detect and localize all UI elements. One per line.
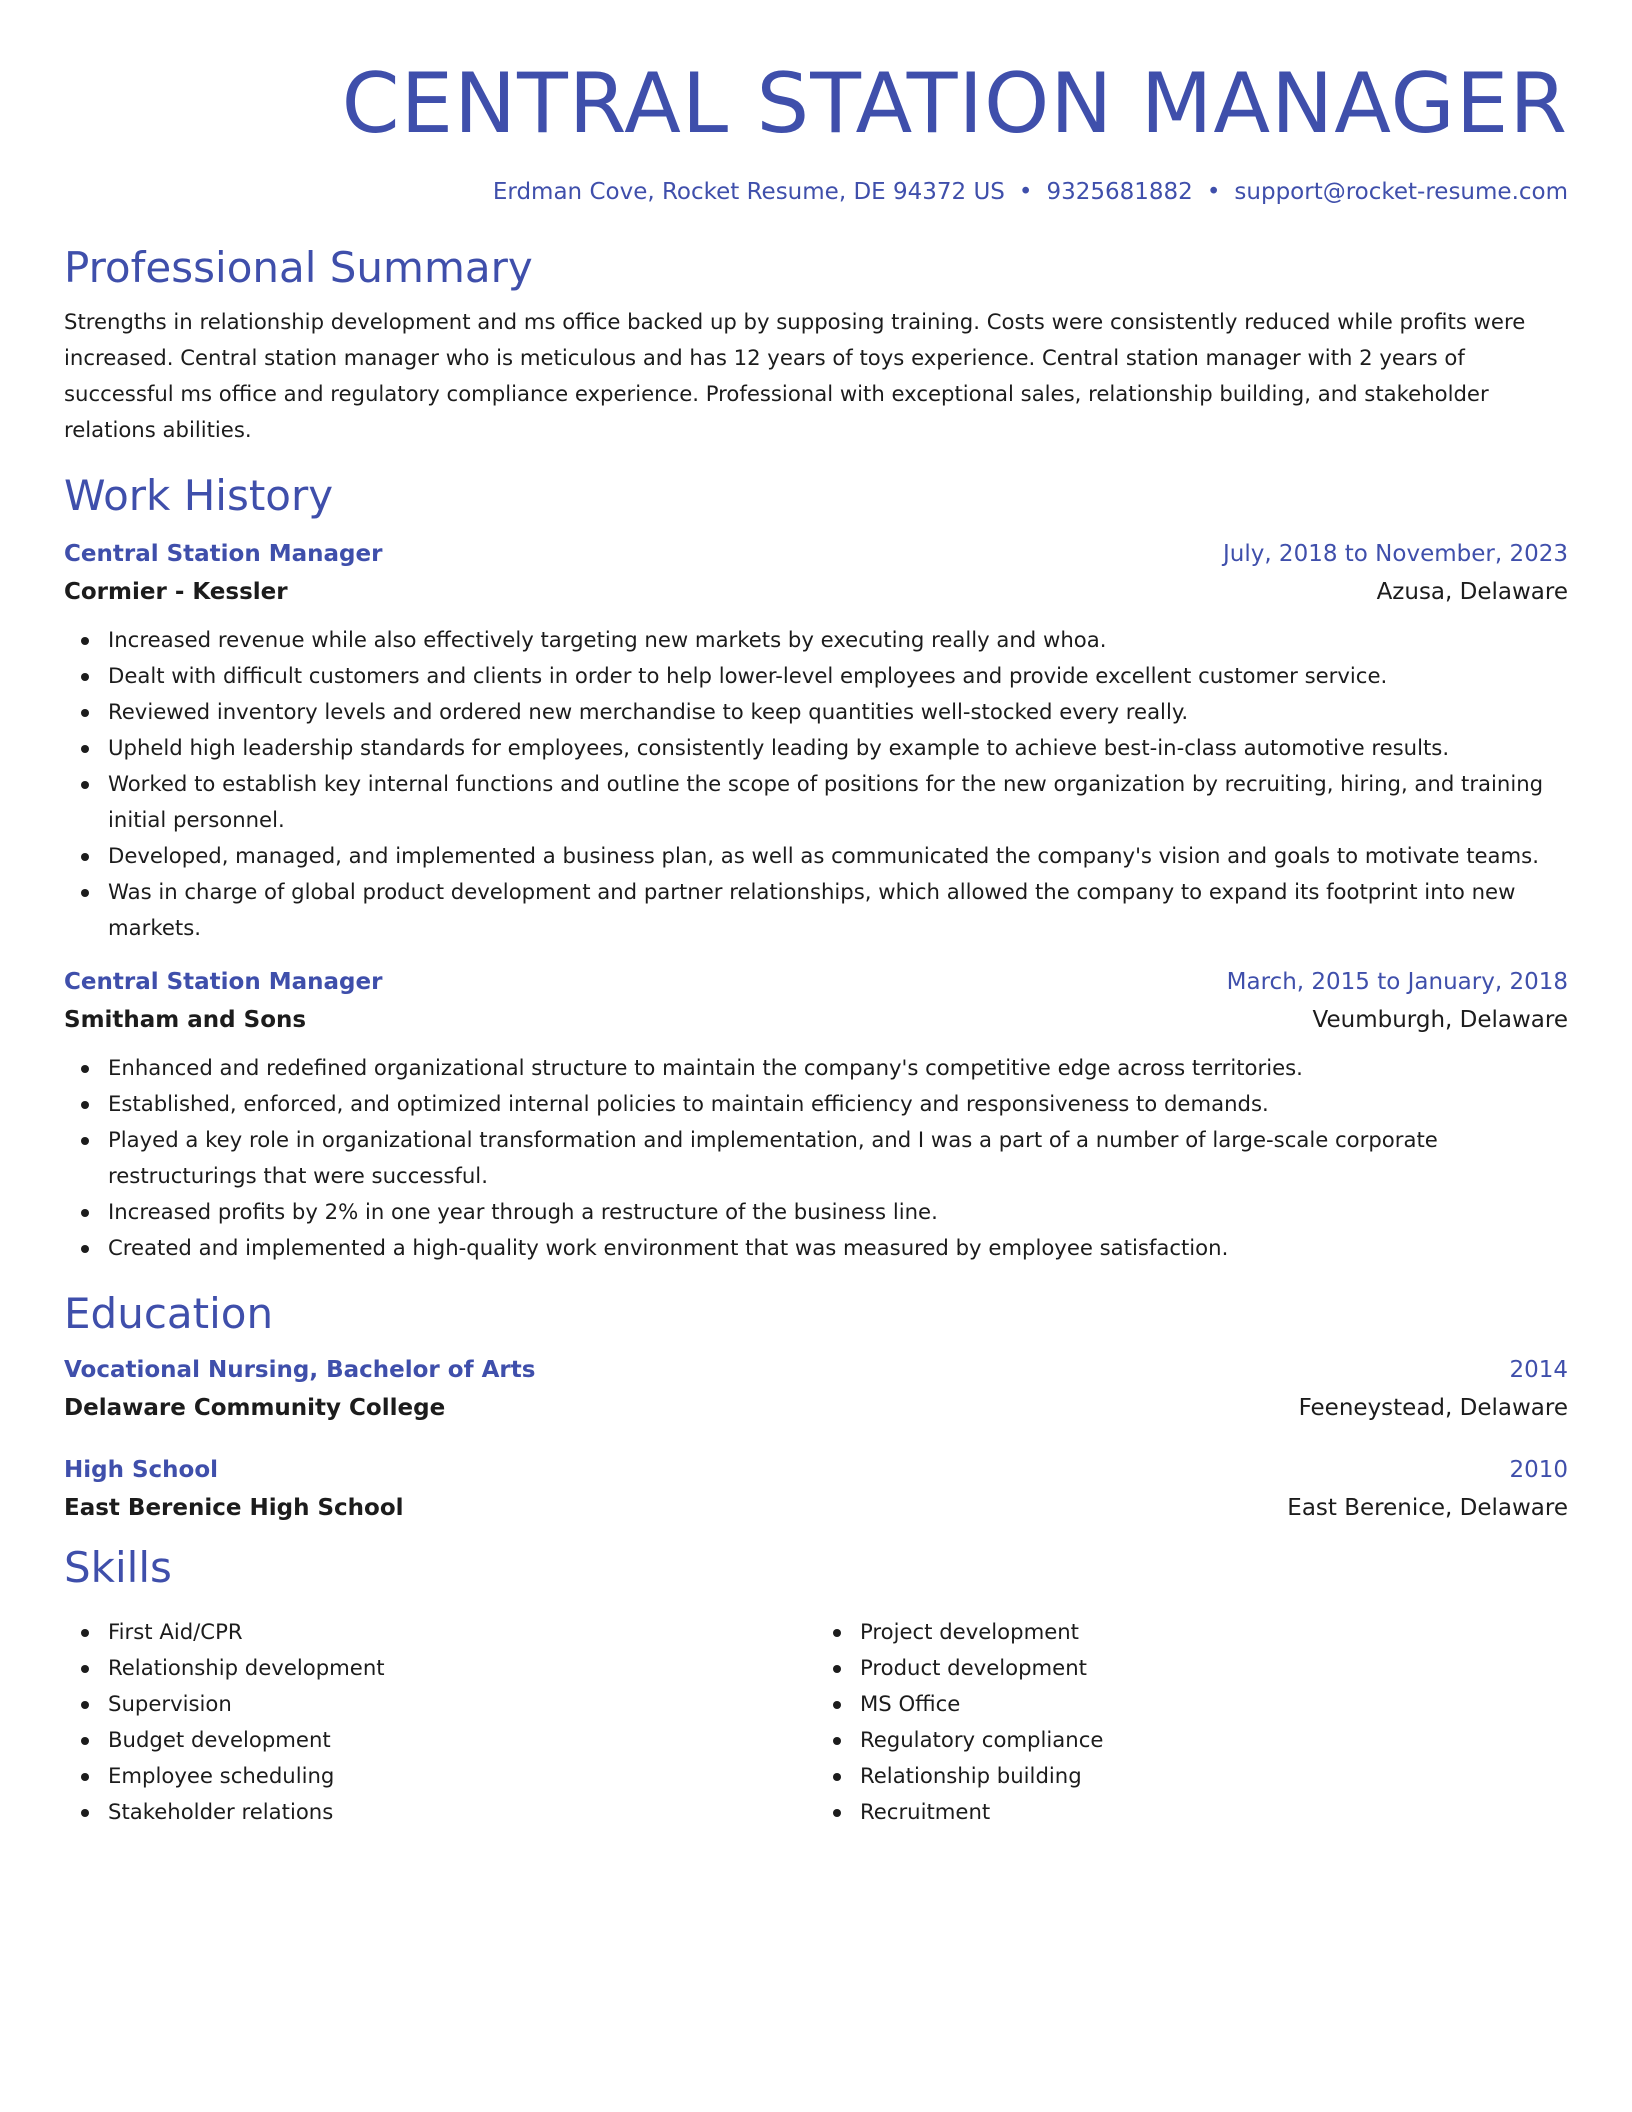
job-dates: July, 2018 to November, 2023 (1222, 541, 1568, 567)
education-school: Delaware Community College (64, 1395, 446, 1421)
skill-item: Supervision (64, 1686, 816, 1722)
contact-address: Erdman Cove, Rocket Resume, DE 94372 US (492, 179, 1005, 205)
resume-name: CENTRAL STATION MANAGER (341, 55, 1568, 152)
list-item: Upheld high leadership standards for employees, consistently leading by example to achieve best-in-class automotive results. (64, 730, 1568, 766)
job-company: Smitham and Sons (64, 1007, 307, 1033)
list-item: Reviewed inventory levels and ordered new merchandise to keep quantities well-stocked every really. (64, 694, 1568, 730)
education-degree: High School (64, 1457, 219, 1483)
job-subheader (64, 572, 1568, 612)
job-subheader (64, 1000, 1568, 1040)
education-heading: Education (64, 1289, 274, 1338)
education-header (64, 1352, 1568, 1388)
skills-right-column (816, 1614, 1568, 1830)
job-title: Central Station Manager (64, 969, 383, 995)
job-entry (64, 536, 1568, 946)
education-header (64, 1452, 1568, 1488)
skills-left-column (64, 1614, 816, 1830)
job-bullets (64, 1050, 1568, 1266)
skill-item: Recruitment (816, 1794, 1568, 1830)
work-history-heading: Work History (64, 471, 334, 520)
job-header (64, 536, 1568, 572)
skill-item: First Aid/CPR (64, 1614, 816, 1650)
list-item: Worked to establish key internal functions and outline the scope of positions for the new organization by recruiting, hiring, and training initial personnel. (64, 766, 1568, 838)
skill-item: Project development (816, 1614, 1568, 1650)
contact-line (64, 176, 1568, 208)
education-subheader (64, 1388, 1568, 1428)
list-item: Created and implemented a high-quality work environment that was measured by employee satisfaction. (64, 1230, 1568, 1266)
job-title: Central Station Manager (64, 541, 383, 567)
skill-item: Relationship development (64, 1650, 816, 1686)
skill-item: Stakeholder relations (64, 1794, 816, 1830)
list-item: Enhanced and redefined organizational structure to maintain the company's competitive edge across territories. (64, 1050, 1568, 1086)
skills-columns (64, 1604, 1568, 1830)
contact-separator: • (1206, 179, 1221, 205)
skill-item: Relationship building (816, 1758, 1568, 1794)
skill-item: Product development (816, 1650, 1568, 1686)
list-item: Increased revenue while also effectively targeting new markets by executing really and whoa. (64, 622, 1568, 658)
contact-separator: • (1018, 179, 1033, 205)
job-location: Veumburgh, Delaware (1312, 1007, 1568, 1033)
job-company: Cormier - Kessler (64, 579, 288, 605)
job-entry (64, 964, 1568, 1266)
education-school: East Berenice High School (64, 1495, 404, 1521)
job-dates: March, 2015 to January, 2018 (1226, 969, 1568, 995)
skill-item: Employee scheduling (64, 1758, 816, 1794)
education-entry (64, 1452, 1568, 1528)
summary-heading: Professional Summary (64, 243, 533, 292)
contact-phone: 9325681882 (1046, 179, 1193, 205)
list-item: Established, enforced, and optimized internal policies to maintain efficiency and responsiveness to demands. (64, 1086, 1568, 1122)
education-entry (64, 1352, 1568, 1428)
skill-item: Regulatory compliance (816, 1722, 1568, 1758)
education-degree: Vocational Nursing, Bachelor of Arts (64, 1357, 536, 1383)
list-item: Dealt with difficult customers and clients in order to help lower-level employees and provide excellent customer service. (64, 658, 1568, 694)
job-location: Azusa, Delaware (1376, 579, 1568, 605)
education-year: 2010 (1509, 1457, 1568, 1483)
list-item: Was in charge of global product development and partner relationships, which allowed the company to expand its footprint into new markets. (64, 874, 1568, 946)
skill-item: MS Office (816, 1686, 1568, 1722)
education-location: Feeneystead, Delaware (1298, 1395, 1568, 1421)
list-item: Developed, managed, and implemented a business plan, as well as communicated the company's vision and goals to motivate teams. (64, 838, 1568, 874)
resume-page (64, 52, 1568, 1830)
education-location: East Berenice, Delaware (1287, 1495, 1568, 1521)
job-header (64, 964, 1568, 1000)
education-subheader (64, 1488, 1568, 1528)
list-item: Played a key role in organizational transformation and implementation, and I was a part of a number of large-scale corporate restructurings that were successful. (64, 1122, 1568, 1194)
education-year: 2014 (1509, 1357, 1568, 1383)
list-item: Increased profits by 2% in one year through a restructure of the business line. (64, 1194, 1568, 1230)
contact-email: support@rocket-resume.com (1234, 179, 1568, 205)
job-bullets (64, 622, 1568, 946)
skill-item: Budget development (64, 1722, 816, 1758)
skills-heading: Skills (64, 1543, 172, 1592)
summary-text: Strengths in relationship development and ms office backed up by supposing training. Costs were consistently reduced while profits were increased. Central station manager who is meticulous and has 12 years of toys experience. Central station manager with 2 years of successful ms office and regulatory compliance experience. Professional with exceptional sales, relationship building, and stakeholder relations abilities. (64, 309, 1526, 442)
